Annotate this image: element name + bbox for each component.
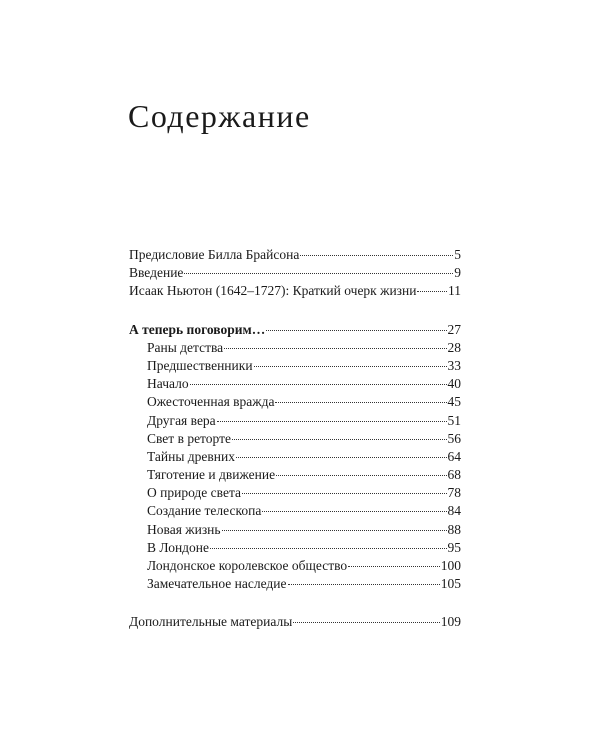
toc-entry[interactable] — [129, 521, 461, 539]
toc-entry[interactable] — [129, 613, 461, 631]
toc-page-number: 40 — [447, 376, 461, 392]
dot-leader — [266, 329, 446, 331]
dot-leader — [293, 621, 439, 623]
dot-leader — [190, 383, 447, 385]
toc-page-number: 45 — [447, 394, 461, 410]
dot-leader — [300, 254, 453, 256]
toc-page-number: 88 — [447, 521, 461, 537]
toc-entry-label: Исаак Ньютон (1642–1727): Краткий очерк жизни — [129, 283, 417, 299]
toc-entry[interactable] — [129, 357, 461, 375]
toc-page-number: 56 — [447, 430, 461, 446]
toc-page-number: 28 — [447, 339, 461, 355]
toc-entry[interactable] — [129, 246, 461, 264]
dot-leader — [275, 401, 446, 403]
toc-entry[interactable] — [129, 375, 461, 393]
toc-page-number: 64 — [447, 448, 461, 464]
toc-entry-label: Свет в реторте — [147, 430, 231, 446]
toc-entry-label: Тяготение и движение — [147, 467, 276, 483]
toc-entry-label: Лондонское королевское общество — [147, 558, 348, 573]
toc-page-number: 95 — [447, 539, 461, 555]
toc-entry-label: Предисловие Билла Брайсона — [129, 247, 300, 262]
toc-page-number: 105 — [440, 576, 461, 592]
dot-leader — [288, 583, 440, 585]
toc-page-number: 109 — [440, 614, 461, 630]
toc-entry[interactable] — [129, 264, 461, 282]
toc-group — [129, 321, 461, 594]
dot-leader — [262, 510, 446, 512]
toc-entry-label: Ожесточенная вражда — [147, 394, 275, 410]
dot-leader — [242, 492, 446, 494]
toc-page-number: 100 — [440, 558, 461, 573]
page-title: Содержание — [128, 98, 311, 134]
toc-entry[interactable] — [129, 393, 461, 411]
toc-entry[interactable] — [129, 502, 461, 520]
toc-entry-label: Другая вера — [147, 412, 216, 428]
toc-entry[interactable] — [129, 412, 461, 430]
toc-page-number: 11 — [448, 283, 461, 299]
toc-page-number: 78 — [447, 485, 461, 501]
toc-entry[interactable] — [129, 557, 461, 575]
dot-leader — [210, 547, 446, 549]
toc-entry-label: А теперь поговорим… — [129, 321, 266, 337]
toc-entry-label: В Лондоне — [147, 539, 210, 555]
toc-section-heading[interactable] — [129, 321, 461, 339]
toc-page-number: 9 — [454, 265, 461, 281]
toc-group — [129, 246, 461, 301]
toc-entry-label: Новая жизнь — [147, 521, 221, 537]
toc-entry[interactable] — [129, 484, 461, 502]
toc-entry[interactable] — [129, 282, 461, 300]
toc-page-number: 5 — [454, 247, 461, 262]
dot-leader — [417, 290, 447, 292]
dot-leader — [348, 565, 440, 567]
toc-entry[interactable] — [129, 430, 461, 448]
dot-leader — [232, 438, 447, 440]
toc-entry-label: Начало — [147, 376, 189, 392]
dot-leader — [276, 474, 446, 476]
toc-page-number: 27 — [447, 321, 461, 337]
toc-entry[interactable] — [129, 539, 461, 557]
dot-leader — [217, 420, 447, 422]
toc-entry-label: О природе света — [147, 485, 242, 501]
table-of-contents — [129, 246, 461, 632]
dot-leader — [254, 365, 447, 367]
toc-entry-label: Создание телескопа — [147, 503, 262, 519]
toc-entry[interactable] — [129, 448, 461, 466]
toc-entry-label: Предшественники — [147, 357, 253, 373]
dot-leader — [236, 456, 447, 458]
toc-entry-label: Замечательное наследие — [147, 576, 287, 592]
dot-leader — [184, 272, 453, 274]
toc-entry-label: Раны детства — [147, 339, 224, 355]
toc-entry-label: Тайны древних — [147, 448, 235, 464]
toc-entry-label: Дополнительные материалы — [129, 614, 293, 630]
toc-page-number: 84 — [447, 503, 461, 519]
toc-page-number: 68 — [447, 467, 461, 483]
toc-entry[interactable] — [129, 575, 461, 593]
toc-page-number: 33 — [447, 357, 461, 373]
toc-entry[interactable] — [129, 466, 461, 484]
dot-leader — [222, 529, 447, 531]
toc-entry-label: Введение — [129, 265, 184, 281]
dot-leader — [224, 347, 446, 349]
toc-group — [129, 613, 461, 631]
toc-entry[interactable] — [129, 339, 461, 357]
toc-page-number: 51 — [447, 412, 461, 428]
